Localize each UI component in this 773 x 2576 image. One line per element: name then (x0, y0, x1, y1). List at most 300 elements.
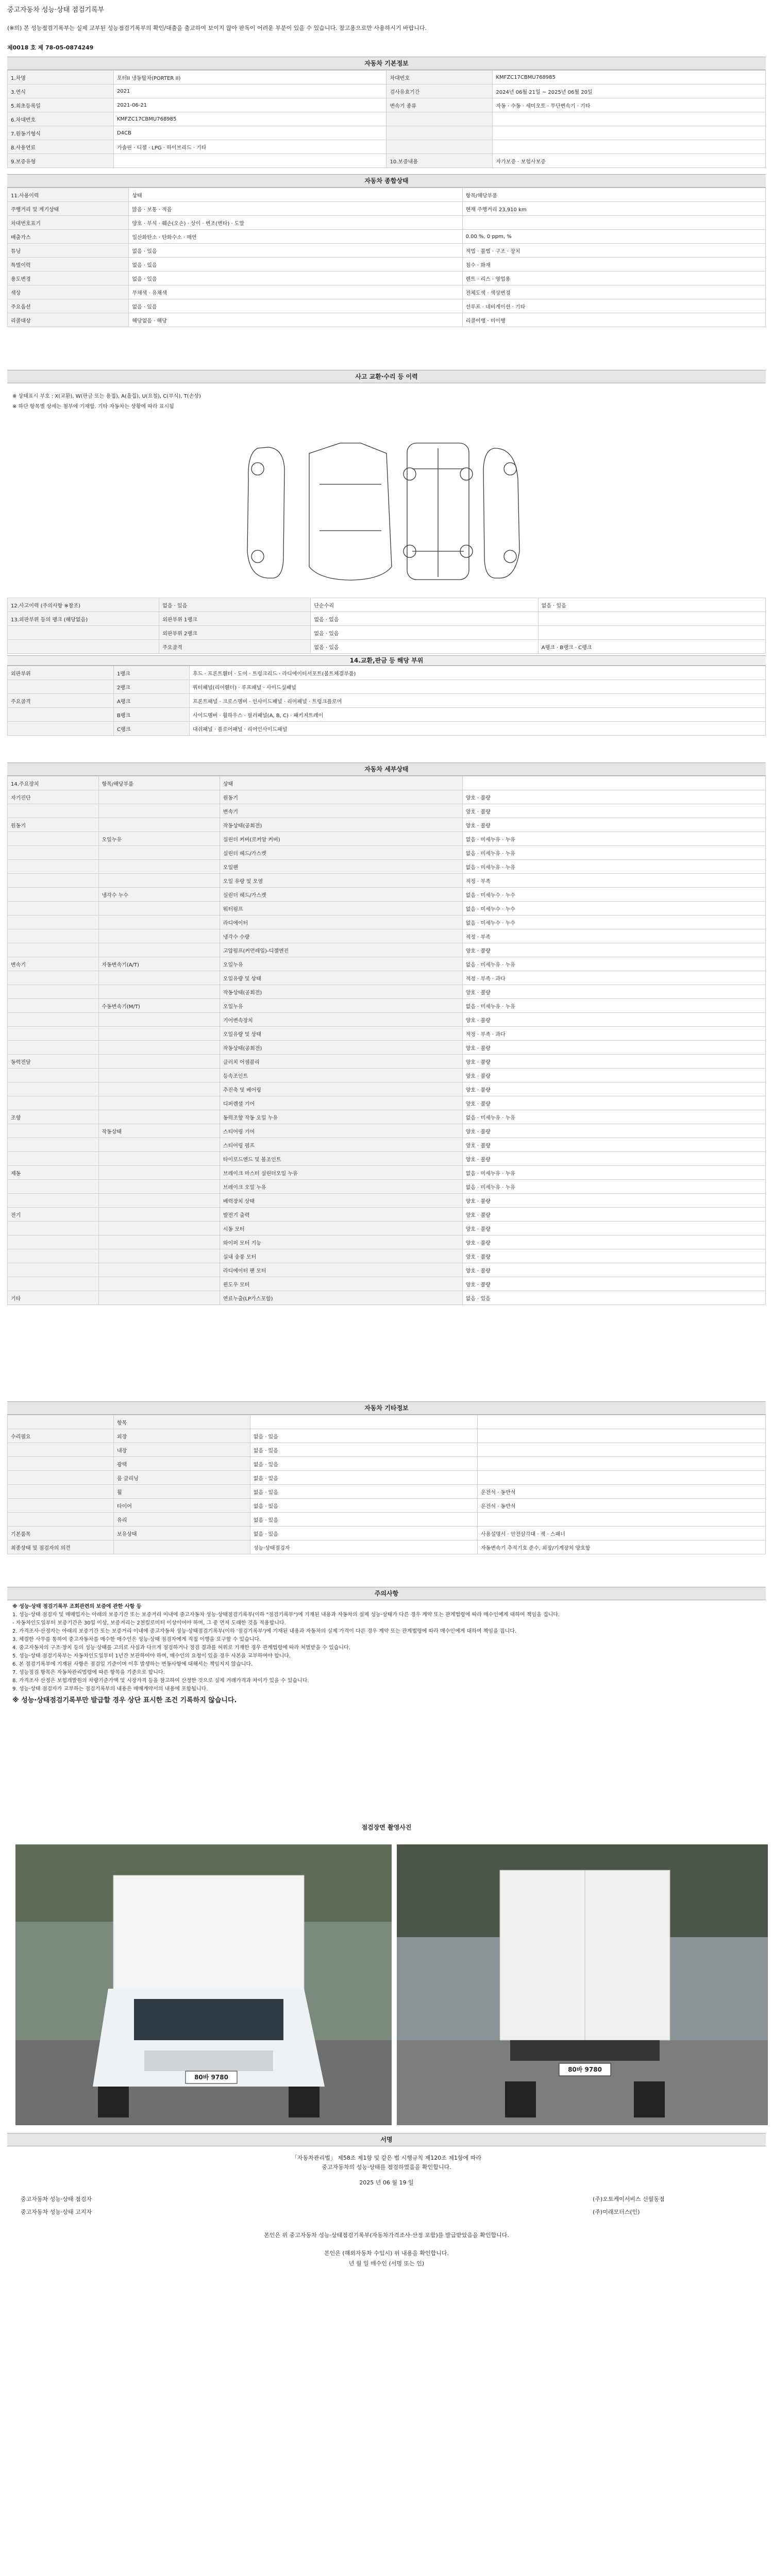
note-line: 4. 중고자동차의 구조·장치 등의 성능·상태를 고의로 사실과 다르게 점검하거나 점검 결과를 허위로 기재한 경우 관계법령에 따라 처벌받을 수 있습니다. (12, 1645, 350, 1651)
overall-cell: 주행거리 및 계기상태 (8, 202, 129, 216)
overall-row (8, 272, 766, 285)
detail-cell (98, 943, 220, 957)
detail-cell (8, 1222, 99, 1235)
detail-cell: 양호 · 불량 (462, 804, 765, 818)
detail-cell (8, 971, 99, 985)
detail-cell (98, 1222, 220, 1235)
other-cell: 보유상태 (113, 1527, 250, 1540)
basic-row (8, 112, 766, 126)
front-photo (15, 1844, 392, 2125)
detail-cell: 등속조인트 (220, 1069, 462, 1082)
detail-row (8, 832, 766, 846)
other-cell: 없음 · 있음 (250, 1429, 477, 1443)
basic-cell: KMFZC17CBMU768985 (113, 112, 386, 126)
detail-cell: 양호 · 불량 (462, 1208, 765, 1222)
inspector-name: (주)오토케이서비스 신월동점 (593, 2196, 665, 2202)
buyer-line: 본인은 (해외자동차 수입시) 위 내용을 확인합니다. (324, 2250, 449, 2257)
rear-photo (397, 1844, 768, 2125)
detail-cell (8, 985, 99, 999)
document-number: 제0018 호 제 78-05-0874249 (7, 44, 94, 51)
detail-cell: 양호 · 불량 (462, 1152, 765, 1166)
accident-cell: 없음 · 있음 (311, 626, 538, 640)
panel-cell: 사이드멤버 · 휠하우스 · 필러패널(A, B, C) · 패키지트레이 (190, 708, 766, 722)
section-other-info: 자동차 기타정보 (7, 1401, 766, 1415)
overall-cell: 많음 · 보통 · 적음 (129, 202, 462, 216)
sign-fields: 년 월 일 매수인 (서명 또는 인) (348, 2260, 425, 2267)
other-cell: 최종상태 및 점검자의 의견 (8, 1540, 114, 1554)
detail-cell: 동력조향 작동 오일 누유 (220, 1110, 462, 1124)
detail-cell: 적정 · 부족 (462, 929, 765, 943)
other-cell (478, 1443, 766, 1457)
detail-row (8, 776, 766, 790)
other-cell: 없음 · 있음 (250, 1527, 477, 1540)
detail-cell: 양호 · 불량 (462, 1055, 765, 1069)
detail-row (8, 1138, 766, 1152)
detail-row (8, 1124, 766, 1138)
detail-cell: 오일 유량 및 오염 (220, 874, 462, 888)
overall-cell: 해당없음 · 해당 (129, 313, 462, 327)
detail-cell: 양호 · 불량 (462, 790, 765, 804)
overall-cell: 항목/해당부품 (462, 188, 765, 202)
other-cell (478, 1471, 766, 1485)
detail-row (8, 888, 766, 902)
other-cell: 항목 (113, 1415, 250, 1429)
detail-cell: 브레이크 오일 누유 (220, 1180, 462, 1194)
basic-cell: 2024년 06월 21일 ~ 2025년 06월 20일 (493, 84, 766, 98)
detail-cell (8, 1027, 99, 1041)
detail-cell: 시동 모터 (220, 1222, 462, 1235)
panel-cell: 주요골격 (8, 694, 114, 708)
detail-cell (8, 1041, 99, 1055)
basic-cell: D4CB (113, 126, 386, 140)
overall-cell: 0.00 %, 0 ppm, % (462, 230, 765, 244)
section-photo: 점검장면 촬영사진 (7, 1821, 766, 1834)
front-photo-image (15, 1844, 392, 2125)
notes-block (12, 1603, 760, 1705)
detail-cell: 라디에이터 팬 모터 (220, 1263, 462, 1277)
accident-legend-2: ※ 하단 항목별 상세는 첨부에 기재함. 기타 자동차는 상황에 따라 표시됨 (12, 404, 174, 410)
overall-cell: 주요옵션 (8, 299, 129, 313)
other-cell: 없음 · 있음 (250, 1471, 477, 1485)
section-overall-status: 자동차 종합상태 (7, 174, 766, 188)
detail-cell: 없음 · 미세누유 · 누유 (462, 846, 765, 860)
other-cell: 광택 (113, 1457, 250, 1471)
basic-cell (113, 154, 386, 168)
detail-cell: 타이로드엔드 및 볼조인트 (220, 1152, 462, 1166)
panel-row (8, 694, 766, 708)
notes-title: ※ 성능·상태 점검기록부 조회관련의 보증에 관한 사항 등 (12, 1604, 142, 1609)
accident-cell: 없음 · 있음 (538, 598, 765, 612)
other-cell: 없음 · 있음 (250, 1499, 477, 1513)
detail-cell (98, 1166, 220, 1180)
basic-cell (386, 112, 493, 126)
detail-cell (98, 985, 220, 999)
overall-row (8, 230, 766, 244)
detail-cell (98, 1277, 220, 1291)
detail-cell: 동력전달 (8, 1055, 99, 1069)
car-diagram (237, 438, 536, 587)
other-cell: 없음 · 있음 (250, 1513, 477, 1527)
sign-line-1: 「자동차관리법」 제58조 제1항 및 같은 법 시행규칙 제120조 제1항에 따라 (291, 2155, 482, 2161)
overall-cell: 튜닝 (8, 244, 129, 258)
detail-cell: 작동상태(공회전) (220, 985, 462, 999)
overall-cell: 무채색 · 유채색 (129, 285, 462, 299)
overall-cell: 렌트 · 리스 · 영업용 (462, 272, 765, 285)
detail-row (8, 1235, 766, 1249)
detail-cell (8, 902, 99, 916)
other-info-table (7, 1415, 766, 1554)
detail-cell (8, 943, 99, 957)
detail-cell: 양호 · 불량 (462, 1096, 765, 1110)
detail-cell: 전기 (8, 1208, 99, 1222)
detail-cell: 작동상태(공회전) (220, 818, 462, 832)
detail-cell: 없음 · 미세누수 · 누수 (462, 902, 765, 916)
detail-row (8, 1069, 766, 1082)
detail-cell (98, 1096, 220, 1110)
detail-cell: 실린더 헤드/가스켓 (220, 888, 462, 902)
overall-cell: 색상 (8, 285, 129, 299)
accident-cell: 13.외판부위 등의 랭크 (해당없음) (8, 612, 159, 626)
detail-cell: 원동기 (220, 790, 462, 804)
accident-cell (8, 626, 159, 640)
detail-cell (98, 1194, 220, 1208)
detail-cell: 추진축 및 베어링 (220, 1082, 462, 1096)
detail-cell: 양호 · 불량 (462, 1013, 765, 1027)
accident-cell: 외판부위 2랭크 (159, 626, 311, 640)
basic-row (8, 98, 766, 112)
receipt-text: 본인은 위 중고자동차 성능·상태점검기록부(자동차가격조사·산정 포함)를 발급받았음을 확인합니다. (264, 2232, 509, 2239)
detail-cell (98, 1082, 220, 1096)
basic-cell (493, 140, 766, 154)
detail-cell (98, 1055, 220, 1069)
detail-cell (98, 1152, 220, 1166)
detail-cell: 양호 · 불량 (462, 1194, 765, 1208)
detail-row (8, 957, 766, 971)
other-row (8, 1527, 766, 1540)
accident-row (8, 626, 766, 640)
detail-cell (98, 1110, 220, 1124)
detail-cell: 원동기 (8, 818, 99, 832)
detail-cell: 없음 · 미세누수 · 누수 (462, 888, 765, 902)
detail-cell (98, 846, 220, 860)
panel-cell: B랭크 (113, 708, 189, 722)
detail-cell: 오일팬 (220, 860, 462, 874)
detail-row (8, 1222, 766, 1235)
detail-cell (8, 1263, 99, 1277)
panel-cell: A랭크 (113, 694, 189, 708)
detail-cell: 기타 (8, 1291, 99, 1305)
other-row (8, 1485, 766, 1499)
overall-cell: 상태 (129, 188, 462, 202)
other-cell (478, 1415, 766, 1429)
detail-cell (98, 804, 220, 818)
other-cell: 없음 · 있음 (250, 1443, 477, 1457)
panel-cell (8, 708, 114, 722)
detail-cell (8, 1124, 99, 1138)
panel-rank-header: 14.교환,판금 등 해당 부위 (7, 655, 766, 666)
overall-row (8, 244, 766, 258)
accident-legend-1: ※ 상태표시 부호 : X(교환), W(판금 또는 용접), A(흠집), U(요철), C(부식), T(손상) (12, 394, 201, 399)
basic-cell: 가솔린 · 디젤 · LPG · 하이브리드 · 기타 (113, 140, 386, 154)
front-plate: 80바 9780 (194, 2074, 228, 2081)
other-row (8, 1429, 766, 1443)
detail-cell: 연료누출(LP가스포함) (220, 1291, 462, 1305)
detail-cell (8, 1138, 99, 1152)
panel-cell (8, 680, 114, 694)
detail-cell (8, 1082, 99, 1096)
basic-cell (386, 126, 493, 140)
detail-row (8, 1263, 766, 1277)
accident-cell (538, 612, 765, 626)
detail-cell (98, 1249, 220, 1263)
detail-cell: 자동변속기(A/T) (98, 957, 220, 971)
sign-date: 2025 년 06 월 19 일 (359, 2179, 414, 2186)
other-row (8, 1471, 766, 1485)
detail-cell (8, 846, 99, 860)
panel-cell: 쿼터패널(리어휀더) · 루프패널 · 사이드실패널 (190, 680, 766, 694)
detail-cell (462, 776, 765, 790)
basic-cell (386, 140, 493, 154)
detail-cell: 와이퍼 모터 기능 (220, 1235, 462, 1249)
detail-cell: 없음 · 미세누유 · 누유 (462, 957, 765, 971)
detail-cell (8, 1013, 99, 1027)
detail-cell: 양호 · 불량 (462, 1041, 765, 1055)
detail-cell: 오일누유 (98, 832, 220, 846)
basic-row (8, 71, 766, 84)
other-cell (8, 1415, 114, 1429)
accident-row (8, 612, 766, 626)
panel-row (8, 666, 766, 680)
detail-cell: 양호 · 불량 (462, 818, 765, 832)
accident-cell: 12.사고이력 (주의사항 ※참조) (8, 598, 159, 612)
accident-cell: 없음 · 있음 (311, 612, 538, 626)
detail-status-table (7, 776, 766, 1305)
detail-row (8, 916, 766, 929)
detail-cell: 스티어링 기어 (220, 1124, 462, 1138)
detail-row (8, 1194, 766, 1208)
detail-row (8, 1082, 766, 1096)
detail-cell: 클러치 어셈블리 (220, 1055, 462, 1069)
detail-row (8, 1249, 766, 1263)
notifier-name: (주)미래모터스(인) (593, 2209, 640, 2215)
detail-cell (8, 1069, 99, 1082)
detail-cell: 실내 송풍 모터 (220, 1249, 462, 1263)
overall-cell: 없음 · 있음 (129, 299, 462, 313)
detail-cell: 적정 · 부족 · 과다 (462, 971, 765, 985)
other-cell (113, 1540, 250, 1554)
detail-cell (98, 1208, 220, 1222)
section-sign: 서명 (7, 2133, 766, 2146)
basic-cell: 2021-06-21 (113, 98, 386, 112)
other-row (8, 1499, 766, 1513)
accident-cell: 주요골격 (159, 640, 311, 654)
detail-row (8, 1277, 766, 1291)
note-line: 8. 가격조사 산정은 보험개발원의 차량기준가액 및 시장가격 등을 참고하여 산정한 것으로 실제 거래가격과 차이가 있을 수 있습니다. (12, 1678, 309, 1684)
accident-cell: 외판부위 1랭크 (159, 612, 311, 626)
notice-text: (※의) 본 성능점검기록부는 실제 교부된 성능점검기록부의 확인/대출을 출교하여 보이지 않아 판독이 어려운 부분이 있을 수 있습니다. 참고용으로만 사용하시기 바랍니다. (7, 25, 427, 31)
basic-cell: 변속기 종류 (386, 98, 493, 112)
detail-cell (98, 1041, 220, 1055)
basic-row (8, 140, 766, 154)
overall-cell: 차대번호표기 (8, 216, 129, 230)
detail-cell: 작동상태 (98, 1124, 220, 1138)
detail-cell: 없음 · 미세누수 · 누수 (462, 916, 765, 929)
detail-cell: 제동 (8, 1166, 99, 1180)
overall-cell (462, 216, 765, 230)
accident-cell: 없음 · 있음 (311, 640, 538, 654)
other-row (8, 1415, 766, 1429)
accident-cell (8, 640, 159, 654)
inspector-label: 중고자동차 성능·상태 점검자 (21, 2196, 92, 2202)
detail-cell: 자기진단 (8, 790, 99, 804)
other-cell: 룸 클리닝 (113, 1471, 250, 1485)
basic-cell: KMFZC17CBMU768985 (493, 71, 766, 84)
detail-row (8, 818, 766, 832)
detail-cell (98, 1180, 220, 1194)
document-title: 중고자동차 성능·상태 점검기록부 (7, 6, 105, 14)
detail-cell (98, 860, 220, 874)
other-cell (8, 1471, 114, 1485)
detail-cell: 발전기 출력 (220, 1208, 462, 1222)
detail-cell: 조향 (8, 1110, 99, 1124)
basic-cell: 3.연식 (8, 84, 114, 98)
overall-row (8, 313, 766, 327)
detail-cell (98, 1291, 220, 1305)
overall-cell: 없음 · 있음 (129, 258, 462, 272)
detail-cell (8, 916, 99, 929)
basic-info-table (7, 70, 766, 168)
detail-cell: 양호 · 불량 (462, 1249, 765, 1263)
detail-cell: 양호 · 불량 (462, 1069, 765, 1082)
other-cell: 없음 · 있음 (250, 1457, 477, 1471)
basic-cell: 검사유효기간 (386, 84, 493, 98)
accident-cell (538, 626, 765, 640)
overall-row (8, 299, 766, 313)
detail-cell (98, 1013, 220, 1027)
detail-row (8, 1166, 766, 1180)
sign-line-2: 중고자동차의 성능·상태를 점검하였음을 확인합니다. (322, 2164, 451, 2171)
detail-cell: 14.주요장치 (8, 776, 99, 790)
basic-cell: 2021 (113, 84, 386, 98)
basic-cell (493, 126, 766, 140)
note-line: 1. 성능·상태 점검자 및 매매업자는 아래의 보증기간 또는 보증거리 이내에 중고자동차 성능·상태점검기록부(이하 "점검기록부")에 기재된 내용과 자동차의 실제 성능·상태가 다른 경우 계약 또는 관계법령에 따라 매수인에게 대하여 책임을 집니다. (12, 1612, 560, 1618)
basic-cell: 자동 · 수동 · 세미오토 · 무단변속기 · 기타 (493, 98, 766, 112)
detail-cell (8, 1235, 99, 1249)
overall-cell: 양호 · 부식 · 훼손(오손) · 상이 · 변조(변타) · 도말 (129, 216, 462, 230)
detail-cell: 오일누유 (220, 957, 462, 971)
basic-row (8, 126, 766, 140)
detail-row (8, 860, 766, 874)
detail-cell (8, 1194, 99, 1208)
detail-cell (8, 832, 99, 846)
basic-cell (493, 112, 766, 126)
other-cell: 기본품목 (8, 1527, 114, 1540)
detail-row (8, 1096, 766, 1110)
detail-cell: 없음 · 미세누유 · 누유 (462, 999, 765, 1013)
notes-lines (12, 1612, 760, 1693)
detail-row (8, 1013, 766, 1027)
panel-cell: 프론트패널 · 크로스멤버 · 인사이드패널 · 리어패널 · 트렁크플로어 (190, 694, 766, 708)
detail-cell: 라디에이터 (220, 916, 462, 929)
detail-cell: 수동변속기(M/T) (98, 999, 220, 1013)
detail-cell: 냉각수 누수 (98, 888, 220, 902)
detail-row (8, 1180, 766, 1194)
other-cell: 내장 (113, 1443, 250, 1457)
other-cell: 수리필요 (8, 1429, 114, 1443)
note-line: 2. 가격조사·산정자는 아래의 보증기간 또는 보증거리 이내에 중고자동차 성능·상태점검기록부(이하 '점검기록부')에 기재된 내용과 자동차의 실제 가격이 다른 경우 계약 또는 관계법령에 따라 매수인에게 대하여 책임을 집니다. (12, 1629, 517, 1634)
overall-row (8, 216, 766, 230)
detail-cell: 실린더 커버(로커암 커버) (220, 832, 462, 846)
detail-row (8, 902, 766, 916)
detail-row (8, 846, 766, 860)
detail-cell: 양호 · 불량 (462, 943, 765, 957)
other-row (8, 1443, 766, 1457)
basic-cell: 포터II 냉동탑차(PORTER II) (113, 71, 386, 84)
detail-cell: 적정 · 부족 (462, 874, 765, 888)
other-cell (8, 1485, 114, 1499)
detail-cell: 양호 · 불량 (462, 1235, 765, 1249)
detail-cell (98, 971, 220, 985)
note-line: 3. 체결한 사무를 통하여 중고자동차를 매수한 매수인은 성능·상태 점검자에게 직접 이행을 요구할 수 있습니다. (12, 1637, 261, 1642)
detail-cell: 스티어링 펌프 (220, 1138, 462, 1152)
panel-row (8, 680, 766, 694)
detail-cell: 기어변속장치 (220, 1013, 462, 1027)
overall-status-table (7, 188, 766, 327)
accident-row (8, 640, 766, 654)
other-cell: 성능·상태점검자 (250, 1540, 477, 1554)
detail-row (8, 971, 766, 985)
detail-cell: 양호 · 불량 (462, 1222, 765, 1235)
detail-cell: 없음 · 미세누유 · 누유 (462, 1110, 765, 1124)
detail-cell: 브레이크 마스터 실린더오일 누유 (220, 1166, 462, 1180)
detail-cell: 오일유량 및 상태 (220, 1027, 462, 1041)
panel-cell: 2랭크 (113, 680, 189, 694)
overall-row (8, 285, 766, 299)
detail-cell: 없음 · 미세누유 · 누유 (462, 1180, 765, 1194)
detail-cell: 워터펌프 (220, 902, 462, 916)
detail-cell (8, 1277, 99, 1291)
detail-cell: 없음 · 미세누유 · 누유 (462, 860, 765, 874)
detail-cell (98, 1138, 220, 1152)
detail-cell: 양호 · 불량 (462, 1263, 765, 1277)
overall-cell: 리콜이행 · 미이행 (462, 313, 765, 327)
basic-cell: 7.원동기형식 (8, 126, 114, 140)
other-cell (8, 1499, 114, 1513)
overall-cell: 적법 · 불법 · 구조 · 장치 (462, 244, 765, 258)
overall-cell: 리콜대상 (8, 313, 129, 327)
detail-row (8, 1041, 766, 1055)
detail-cell (98, 929, 220, 943)
detail-cell (98, 1235, 220, 1249)
detail-cell: 변속기 (220, 804, 462, 818)
detail-cell: 상태 (220, 776, 462, 790)
accident-cell: 없음 · 있음 (159, 598, 311, 612)
detail-cell (8, 1152, 99, 1166)
other-cell: 사용설명서 · 안전삼각대 · 잭 · 스패너 (478, 1527, 766, 1540)
detail-cell (98, 902, 220, 916)
detail-row (8, 999, 766, 1013)
other-cell: 외장 (113, 1429, 250, 1443)
accident-cell: A랭크 · B랭크 · C랭크 (538, 640, 765, 654)
overall-cell: 전체도색 · 색상변경 (462, 285, 765, 299)
note-line: 9. 성능·상태 점검자가 교부하는 점검기록부의 내용은 매매계약서의 내용에 포함됩니다. (12, 1686, 208, 1692)
detail-cell (98, 818, 220, 832)
detail-cell (8, 999, 99, 1013)
basic-cell: 자가보증 · 보험사보증 (493, 154, 766, 168)
detail-row (8, 929, 766, 943)
overall-cell: 일산화탄소 · 탄화수소 · 매연 (129, 230, 462, 244)
detail-cell: 디퍼렌셜 기어 (220, 1096, 462, 1110)
